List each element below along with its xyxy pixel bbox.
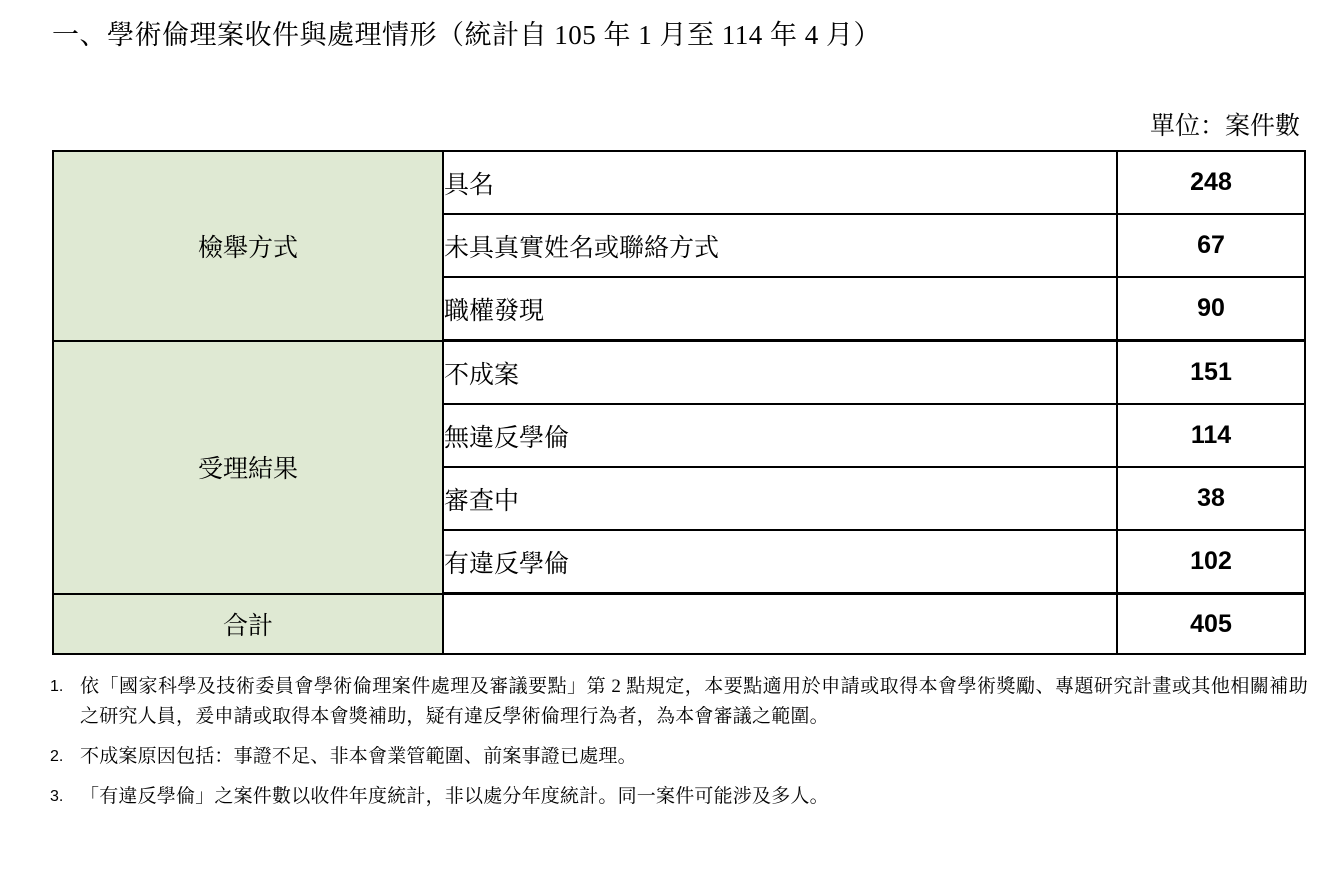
- item-value: 114: [1117, 404, 1305, 467]
- note-text: 「有違反學倫」之案件數以收件年度統計，非以處分年度統計。同一案件可能涉及多人。: [80, 786, 829, 807]
- item-value: 151: [1117, 341, 1305, 405]
- item-value: 248: [1117, 151, 1305, 214]
- unit-label: 單位：案件數: [1149, 113, 1300, 140]
- note-number: 2.: [50, 748, 64, 765]
- item-value: 38: [1117, 467, 1305, 530]
- page-title: 一、學術倫理案收件與處理情形（統計自 105 年 1 月至 114 年 4 月）: [52, 20, 881, 50]
- list-item: [46, 672, 1308, 732]
- note-text: 依「國家科學及技術委員會學術倫理案件處理及審議要點」第 2 點規定，本要點適用於申請或取得本會學術獎勵、專題研究計畫或其他相關補助之研究人員，爰申請或取得本會獎補助，疑有違反學術倫理行為者，為本會審議之範圍。: [80, 676, 1308, 727]
- item-label: 審查中: [443, 467, 1117, 530]
- item-value: 102: [1117, 530, 1305, 594]
- table-row: [53, 151, 1305, 214]
- total-label: 合計: [53, 594, 443, 655]
- footnotes: [46, 672, 1308, 822]
- item-label: 無違反學倫: [443, 404, 1117, 467]
- total-blank-cell: [443, 594, 1117, 655]
- item-label: 職權發現: [443, 277, 1117, 341]
- table-row: [53, 341, 1305, 405]
- list-item: [46, 782, 1308, 812]
- item-label: 具名: [443, 151, 1117, 214]
- group-label-report-method: 檢舉方式: [53, 151, 443, 341]
- note-number: 3.: [50, 788, 64, 805]
- table-row-total: [53, 594, 1305, 655]
- ethics-cases-table: [52, 150, 1306, 655]
- note-number: 1.: [50, 678, 64, 695]
- note-text: 不成案原因包括：事證不足、非本會業管範圍、前案事證已處理。: [80, 746, 637, 767]
- list-item: [46, 742, 1308, 772]
- item-value: 67: [1117, 214, 1305, 277]
- item-label: 有違反學倫: [443, 530, 1117, 594]
- item-label: 未具真實姓名或聯絡方式: [443, 214, 1117, 277]
- total-value: 405: [1117, 594, 1305, 655]
- group-label-case-result: 受理結果: [53, 341, 443, 594]
- item-value: 90: [1117, 277, 1305, 341]
- item-label: 不成案: [443, 341, 1117, 405]
